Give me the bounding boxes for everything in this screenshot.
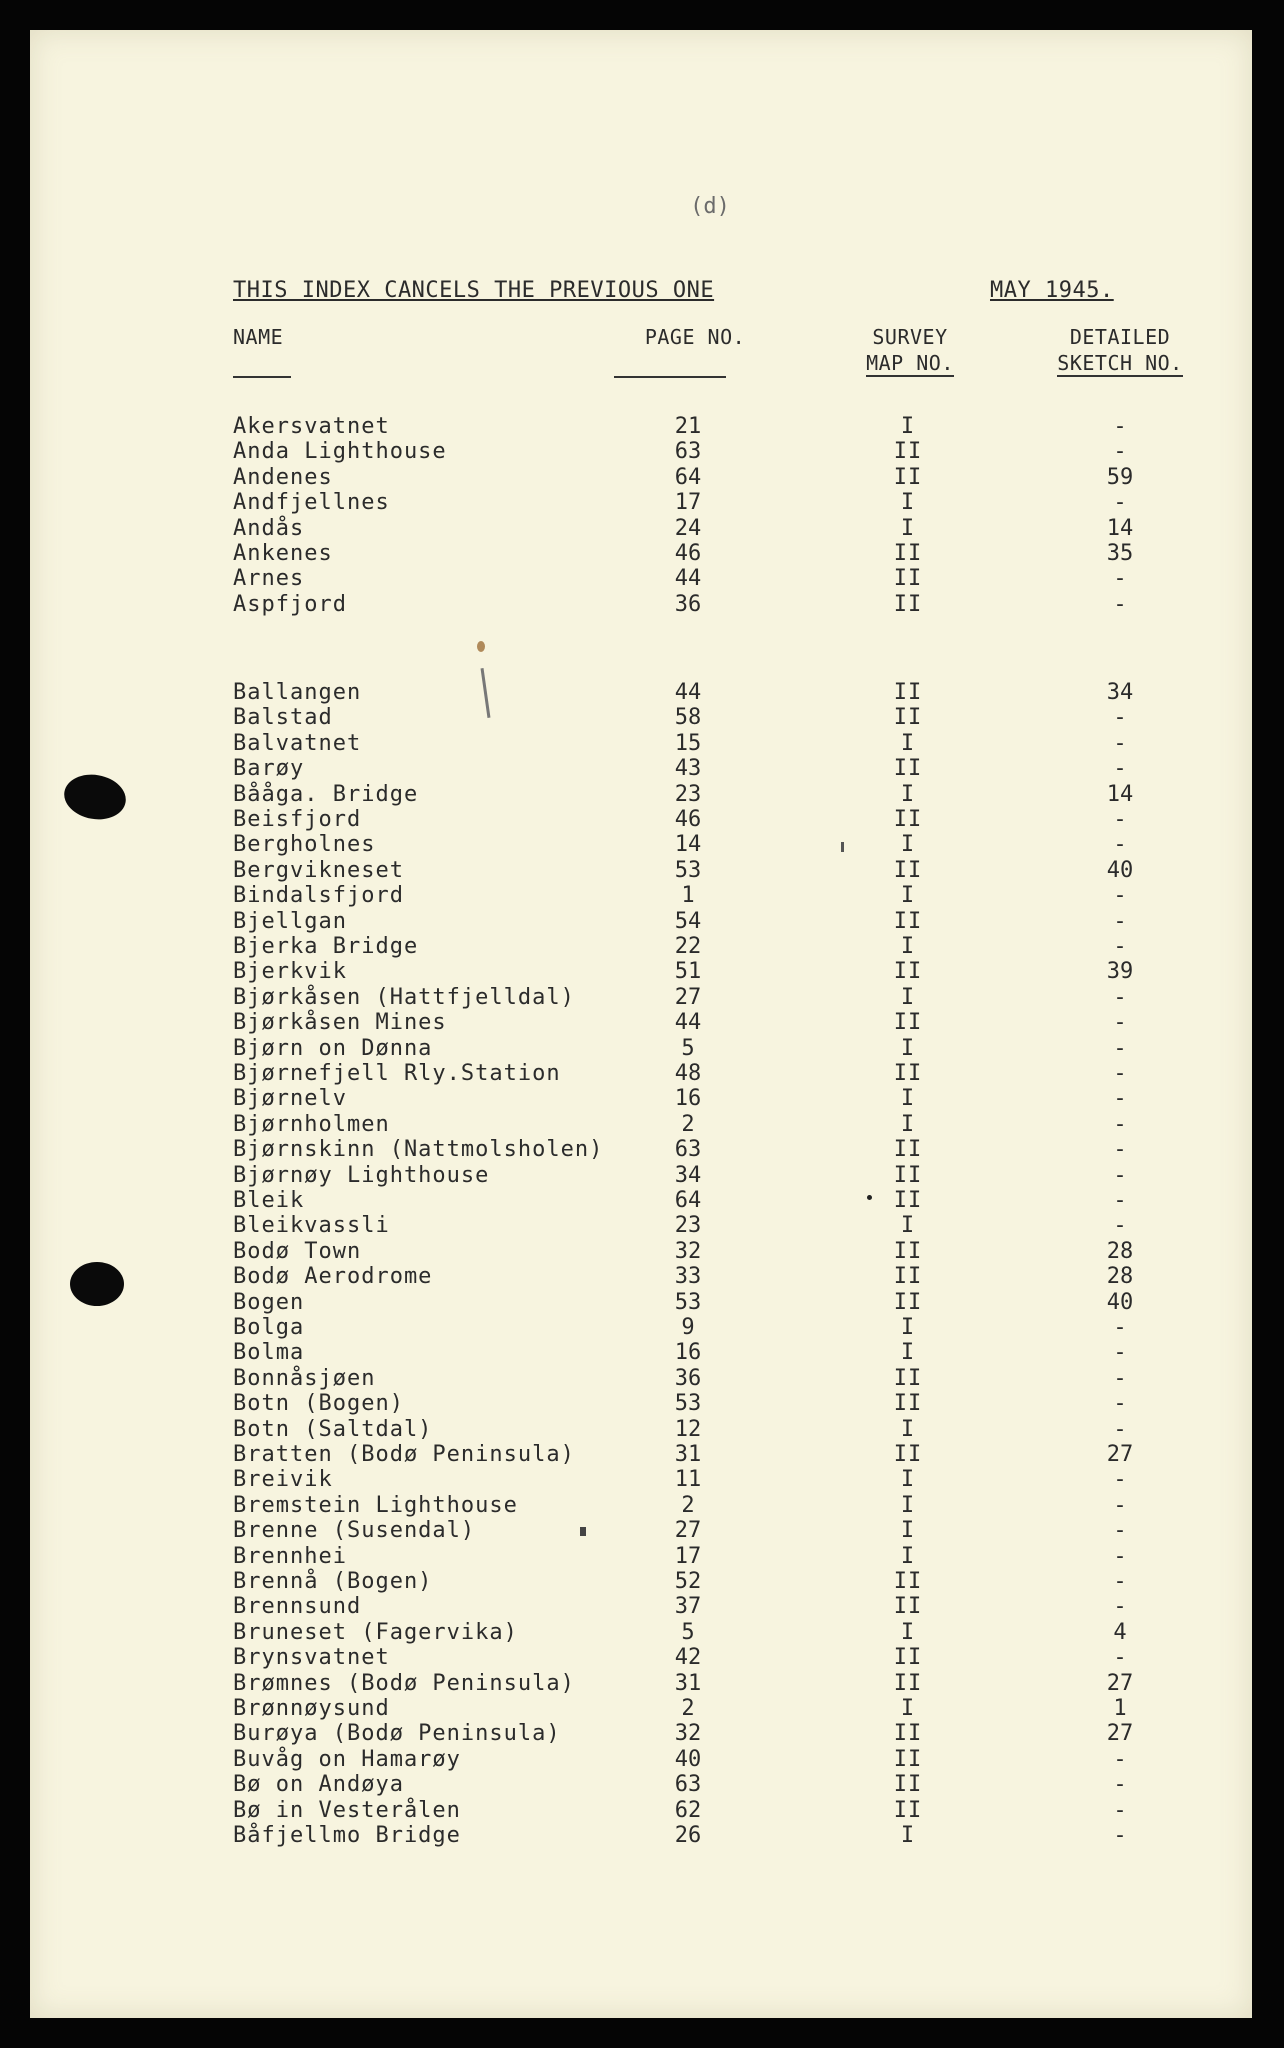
page-number: 12 <box>674 1416 702 1442</box>
sketch-number: - <box>1113 1492 1127 1518</box>
survey-map-number: I <box>900 1619 916 1645</box>
page-number: 2 <box>681 1111 695 1137</box>
survey-map-number: I <box>900 1111 916 1137</box>
sketch-number: - <box>1113 1569 1127 1594</box>
index-row <box>30 1620 1252 1645</box>
index-row <box>30 1569 1252 1594</box>
place-name: Brennhei <box>233 1543 347 1569</box>
sketch-number: - <box>1113 591 1127 617</box>
survey-map-number: I <box>900 934 916 959</box>
sketch-number: - <box>1113 1061 1127 1086</box>
place-name: Bjørnholmen <box>233 1111 390 1137</box>
index-row <box>30 1747 1252 1772</box>
sketch-number: - <box>1113 1543 1127 1569</box>
survey-map-number: II <box>893 857 923 883</box>
index-row <box>30 1315 1252 1340</box>
index-row <box>30 705 1252 730</box>
sketch-number: - <box>1113 1365 1127 1391</box>
index-row <box>30 1594 1252 1619</box>
place-name: Bjellgan <box>233 908 347 934</box>
page-number: 46 <box>674 807 702 832</box>
page-number: 64 <box>674 464 702 490</box>
survey-map-number: II <box>893 1061 923 1086</box>
index-row <box>30 883 1252 908</box>
place-name: Bjørnskinn (Nattmolsholen) <box>233 1137 604 1163</box>
place-name: Botn (Saltdal) <box>233 1416 433 1442</box>
page-number: 54 <box>674 908 702 934</box>
index-row <box>30 680 1252 705</box>
survey-map-number: I <box>900 515 916 541</box>
column-header-sketch-line1: DETAILED <box>1069 325 1171 349</box>
place-name: Brynsvatnet <box>233 1645 390 1671</box>
survey-map-number: II <box>893 807 923 832</box>
place-name: Bonnåsjøen <box>233 1365 376 1391</box>
punch-hole-bottom <box>70 1262 124 1306</box>
index-row <box>30 807 1252 832</box>
sketch-number: 14 <box>1106 781 1134 807</box>
index-row <box>30 1417 1252 1442</box>
place-name: Breivik <box>233 1467 333 1493</box>
page-number: 14 <box>674 832 702 858</box>
survey-map-number: I <box>900 832 916 858</box>
page-number: 44 <box>674 1010 702 1036</box>
place-name: Bjørkåsen Mines <box>233 1010 447 1036</box>
page-mark: (d) <box>690 194 730 219</box>
survey-map-number: I <box>900 1492 916 1518</box>
place-name: Bremstein Lighthouse <box>233 1492 518 1518</box>
page-number: 31 <box>674 1670 702 1696</box>
survey-map-number: I <box>900 1035 916 1061</box>
survey-map-number: I <box>900 1086 916 1112</box>
index-row <box>30 985 1252 1010</box>
page-number: 63 <box>674 439 702 465</box>
index-row <box>30 1188 1252 1213</box>
index-row <box>30 1467 1252 1492</box>
survey-map-number: I <box>900 1416 916 1442</box>
survey-map-number: I <box>900 1315 916 1340</box>
sketch-number: - <box>1113 1340 1127 1366</box>
place-name: Bleikvassli <box>233 1213 390 1239</box>
page-number: 27 <box>674 1518 702 1544</box>
page-number: 62 <box>674 1797 702 1823</box>
survey-map-number: II <box>893 566 923 592</box>
index-row <box>30 1493 1252 1518</box>
sketch-number: 14 <box>1106 515 1134 541</box>
survey-map-number: II <box>893 1289 923 1315</box>
place-name: Bjerka Bridge <box>233 934 419 959</box>
place-name: Bjørnelv <box>233 1086 347 1112</box>
page-number: 1 <box>681 883 695 909</box>
index-row <box>30 541 1252 566</box>
page-number: 32 <box>674 1238 702 1264</box>
survey-map-number: I <box>900 490 916 516</box>
page-number: 58 <box>674 705 702 731</box>
page-number: 27 <box>674 984 702 1010</box>
survey-map-number: II <box>893 591 923 617</box>
place-name: Bergholnes <box>233 832 376 858</box>
sketch-number: 40 <box>1106 857 1134 883</box>
index-row <box>30 1544 1252 1569</box>
page-number: 33 <box>674 1264 702 1290</box>
place-name: Brennå (Bogen) <box>233 1569 433 1594</box>
place-name: Bjørnøy Lighthouse <box>233 1162 490 1188</box>
page-number: 24 <box>674 515 702 541</box>
index-notice: THIS INDEX CANCELS THE PREVIOUS ONE <box>233 278 715 303</box>
page-number: 2 <box>681 1492 695 1518</box>
sketch-number: - <box>1113 756 1127 782</box>
survey-map-number: I <box>900 414 916 439</box>
sketch-number: 39 <box>1106 959 1134 985</box>
sketch-number: - <box>1113 414 1127 439</box>
place-name: Bjerkvik <box>233 959 347 985</box>
page-number: 5 <box>681 1035 695 1061</box>
place-name: Andfjellnes <box>233 490 390 516</box>
sketch-number: - <box>1113 566 1127 592</box>
index-row <box>30 756 1252 781</box>
survey-map-number: II <box>893 705 923 731</box>
place-name: Balstad <box>233 705 333 731</box>
page-number: 43 <box>674 756 702 782</box>
index-row <box>30 1696 1252 1721</box>
page-number: 36 <box>674 591 702 617</box>
survey-map-number: I <box>900 1823 916 1848</box>
page-number: 21 <box>674 414 702 439</box>
sketch-number: - <box>1113 490 1127 516</box>
page-number: 63 <box>674 1137 702 1163</box>
ink-speck <box>867 1195 872 1200</box>
sketch-number: - <box>1113 832 1127 858</box>
survey-map-number: II <box>893 1594 923 1620</box>
index-row <box>30 1290 1252 1315</box>
column-header-page <box>620 324 770 350</box>
column-header-survey-line1: SURVEY <box>872 325 948 349</box>
survey-map-number: II <box>893 464 923 490</box>
survey-map-number: I <box>900 1543 916 1569</box>
survey-map-number: I <box>900 1340 916 1366</box>
sketch-number: 59 <box>1106 464 1134 490</box>
index-row <box>30 566 1252 591</box>
survey-map-number: II <box>893 908 923 934</box>
place-name: Arnes <box>233 566 305 592</box>
sketch-number: - <box>1113 1162 1127 1188</box>
index-row <box>30 782 1252 807</box>
page-number: 32 <box>674 1721 702 1747</box>
document-date: MAY 1945. <box>990 278 1114 303</box>
sketch-number: 27 <box>1106 1442 1134 1467</box>
index-row <box>30 592 1252 617</box>
place-name: Bjørnefjell Rly.Station <box>233 1061 561 1086</box>
page-number: 16 <box>674 1340 702 1366</box>
page-number: 37 <box>674 1594 702 1620</box>
sketch-number: 28 <box>1106 1238 1134 1264</box>
sketch-number: 4 <box>1113 1619 1127 1645</box>
index-row <box>30 1086 1252 1111</box>
column-header-name <box>233 324 283 350</box>
sketch-number: - <box>1113 1010 1127 1036</box>
sketch-number: - <box>1113 730 1127 756</box>
survey-map-number: II <box>893 1391 923 1417</box>
sketch-number: 34 <box>1106 680 1134 705</box>
survey-map-number: I <box>900 730 916 756</box>
place-name: Andås <box>233 515 305 541</box>
survey-map-number: I <box>900 883 916 909</box>
page-number: 26 <box>674 1823 702 1848</box>
page-number: 22 <box>674 934 702 959</box>
place-name: Bjørn on Dønna <box>233 1035 433 1061</box>
index-row <box>30 1366 1252 1391</box>
sketch-number: 28 <box>1106 1264 1134 1290</box>
column-header-name-text: NAME <box>233 325 284 349</box>
page-rule <box>614 376 726 378</box>
survey-map-number: II <box>893 756 923 782</box>
index-row <box>30 1112 1252 1137</box>
survey-map-number: I <box>900 1696 916 1721</box>
index-row <box>30 465 1252 490</box>
sketch-number: - <box>1113 1797 1127 1823</box>
sketch-number: - <box>1113 1594 1127 1620</box>
place-name: Brønnøysund <box>233 1696 390 1721</box>
sketch-number: - <box>1113 934 1127 959</box>
index-row <box>30 1823 1252 1848</box>
survey-map-number: II <box>893 1365 923 1391</box>
survey-map-number: II <box>893 1188 923 1213</box>
page-number: 53 <box>674 857 702 883</box>
place-name: Botn (Bogen) <box>233 1391 404 1417</box>
column-header-survey-line2: MAP NO. <box>866 351 954 375</box>
survey-map-number: I <box>900 781 916 807</box>
sketch-number: - <box>1113 705 1127 731</box>
page-number: 42 <box>674 1645 702 1671</box>
place-name: Bratten (Bodø Peninsula) <box>233 1442 575 1467</box>
page-number: 44 <box>674 680 702 705</box>
column-header-sketch-line2: SKETCH NO. <box>1057 351 1183 375</box>
place-name: Bolga <box>233 1315 305 1340</box>
sketch-number: - <box>1113 807 1127 832</box>
sketch-number: 27 <box>1106 1670 1134 1696</box>
index-row <box>30 1036 1252 1061</box>
survey-map-number: II <box>893 1264 923 1290</box>
survey-map-number: II <box>893 680 923 705</box>
index-row <box>30 439 1252 464</box>
place-name: Bleik <box>233 1188 305 1213</box>
index-row <box>30 909 1252 934</box>
index-row <box>30 490 1252 515</box>
sketch-number: - <box>1113 1188 1127 1213</box>
sketch-number: - <box>1113 883 1127 909</box>
sketch-number: 40 <box>1106 1289 1134 1315</box>
survey-map-number: II <box>893 1569 923 1594</box>
sketch-number: - <box>1113 1772 1127 1798</box>
sketch-number: - <box>1113 1086 1127 1112</box>
page-number: 48 <box>674 1061 702 1086</box>
index-row <box>30 1518 1252 1543</box>
column-header-survey <box>830 324 990 376</box>
place-name: Båfjellmo Bridge <box>233 1823 461 1848</box>
page-number: 23 <box>674 1213 702 1239</box>
index-row <box>30 832 1252 857</box>
place-name: Akersvatnet <box>233 414 390 439</box>
survey-map-number: II <box>893 1010 923 1036</box>
sketch-number: - <box>1113 1035 1127 1061</box>
index-row <box>30 1671 1252 1696</box>
place-name: Bruneset (Fagervika) <box>233 1619 518 1645</box>
column-header-page-text: PAGE NO. <box>644 325 746 349</box>
sketch-number: - <box>1113 1213 1127 1239</box>
index-row <box>30 731 1252 756</box>
sketch-number: 1 <box>1113 1696 1127 1721</box>
page-number: 53 <box>674 1289 702 1315</box>
place-name: Bolma <box>233 1340 305 1366</box>
survey-map-number: II <box>893 1162 923 1188</box>
page-number: 52 <box>674 1569 702 1594</box>
column-header-sketch <box>1030 324 1210 376</box>
place-name: Brenne (Susendal) <box>233 1518 476 1544</box>
page-number: 44 <box>674 566 702 592</box>
place-name: Bø on Andøya <box>233 1772 404 1798</box>
survey-map-number: II <box>893 1137 923 1163</box>
page-number: 31 <box>674 1442 702 1467</box>
page-number: 34 <box>674 1162 702 1188</box>
survey-map-number: II <box>893 439 923 465</box>
page-number: 64 <box>674 1188 702 1213</box>
survey-map-number: II <box>893 1721 923 1747</box>
survey-map-number: II <box>893 1670 923 1696</box>
sketch-number: - <box>1113 1645 1127 1671</box>
document-page <box>30 30 1252 2018</box>
index-row <box>30 1137 1252 1162</box>
survey-map-number: I <box>900 1213 916 1239</box>
sketch-number: - <box>1113 984 1127 1010</box>
survey-map-number: I <box>900 984 916 1010</box>
survey-map-number: II <box>893 1746 923 1772</box>
sketch-number: 35 <box>1106 541 1134 566</box>
ink-speck <box>841 842 844 852</box>
sketch-number: - <box>1113 1111 1127 1137</box>
index-row <box>30 1239 1252 1264</box>
sketch-number: - <box>1113 1315 1127 1340</box>
survey-map-number: II <box>893 1442 923 1467</box>
place-name: Burøya (Bodø Peninsula) <box>233 1721 561 1747</box>
survey-map-number: II <box>893 1645 923 1671</box>
page-number: 16 <box>674 1086 702 1112</box>
page-number: 36 <box>674 1365 702 1391</box>
index-row <box>30 1340 1252 1365</box>
index-row <box>30 1264 1252 1289</box>
place-name: Ankenes <box>233 541 333 566</box>
place-name: Bååga. Bridge <box>233 781 419 807</box>
place-name: Bindalsfjord <box>233 883 404 909</box>
index-row <box>30 1010 1252 1035</box>
sketch-number: - <box>1113 1518 1127 1544</box>
sketch-number: - <box>1113 1823 1127 1848</box>
index-row <box>30 516 1252 541</box>
place-name: Barøy <box>233 756 305 782</box>
place-name: Buvåg on Hamarøy <box>233 1746 461 1772</box>
page-number: 23 <box>674 781 702 807</box>
place-name: Anda Lighthouse <box>233 439 447 465</box>
sketch-number: - <box>1113 1416 1127 1442</box>
survey-map-number: II <box>893 1797 923 1823</box>
ink-speck <box>580 1527 586 1536</box>
index-row <box>30 414 1252 439</box>
page-number: 51 <box>674 959 702 985</box>
sketch-number: - <box>1113 1467 1127 1493</box>
page-number: 9 <box>681 1315 695 1340</box>
place-name: Bjørkåsen (Hattfjelldal) <box>233 984 575 1010</box>
sketch-number: - <box>1113 1746 1127 1772</box>
place-name: Brennsund <box>233 1594 362 1620</box>
page-number: 17 <box>674 1543 702 1569</box>
sketch-number: 27 <box>1106 1721 1134 1747</box>
page-number: 63 <box>674 1772 702 1798</box>
page-number: 40 <box>674 1746 702 1772</box>
index-row <box>30 959 1252 984</box>
place-name: Bodø Town <box>233 1238 362 1264</box>
index-row <box>30 858 1252 883</box>
survey-map-number: II <box>893 1238 923 1264</box>
place-name: Ballangen <box>233 680 362 705</box>
page-number: 17 <box>674 490 702 516</box>
index-row <box>30 1772 1252 1797</box>
index-row <box>30 1213 1252 1238</box>
sketch-number: - <box>1113 1391 1127 1417</box>
index-row <box>30 1391 1252 1416</box>
index-row <box>30 934 1252 959</box>
place-name: Aspfjord <box>233 591 347 617</box>
index-row <box>30 1442 1252 1467</box>
page-number: 46 <box>674 541 702 566</box>
survey-map-number: II <box>893 959 923 985</box>
index-row <box>30 1721 1252 1746</box>
place-name: Bodø Aerodrome <box>233 1264 433 1290</box>
page-number: 5 <box>681 1619 695 1645</box>
page-number: 53 <box>674 1391 702 1417</box>
ink-speck <box>477 641 485 652</box>
index-row <box>30 1163 1252 1188</box>
index-row <box>30 1645 1252 1670</box>
sketch-number: - <box>1113 439 1127 465</box>
place-name: Bø in Vesterålen <box>233 1797 461 1823</box>
sketch-number: - <box>1113 908 1127 934</box>
survey-map-number: II <box>893 1772 923 1798</box>
survey-map-number: I <box>900 1467 916 1493</box>
sketch-number: - <box>1113 1137 1127 1163</box>
place-name: Balvatnet <box>233 730 362 756</box>
place-name: Bergvikneset <box>233 857 404 883</box>
name-rule <box>233 376 291 378</box>
survey-map-number: I <box>900 1518 916 1544</box>
place-name: Beisfjord <box>233 807 362 832</box>
index-row <box>30 1798 1252 1823</box>
page-number: 11 <box>674 1467 702 1493</box>
survey-map-number: II <box>893 541 923 566</box>
place-name: Brømnes (Bodø Peninsula) <box>233 1670 575 1696</box>
index-row <box>30 1061 1252 1086</box>
place-name: Andenes <box>233 464 333 490</box>
place-name: Bogen <box>233 1289 305 1315</box>
page-number: 15 <box>674 730 702 756</box>
page-number: 2 <box>681 1696 695 1721</box>
